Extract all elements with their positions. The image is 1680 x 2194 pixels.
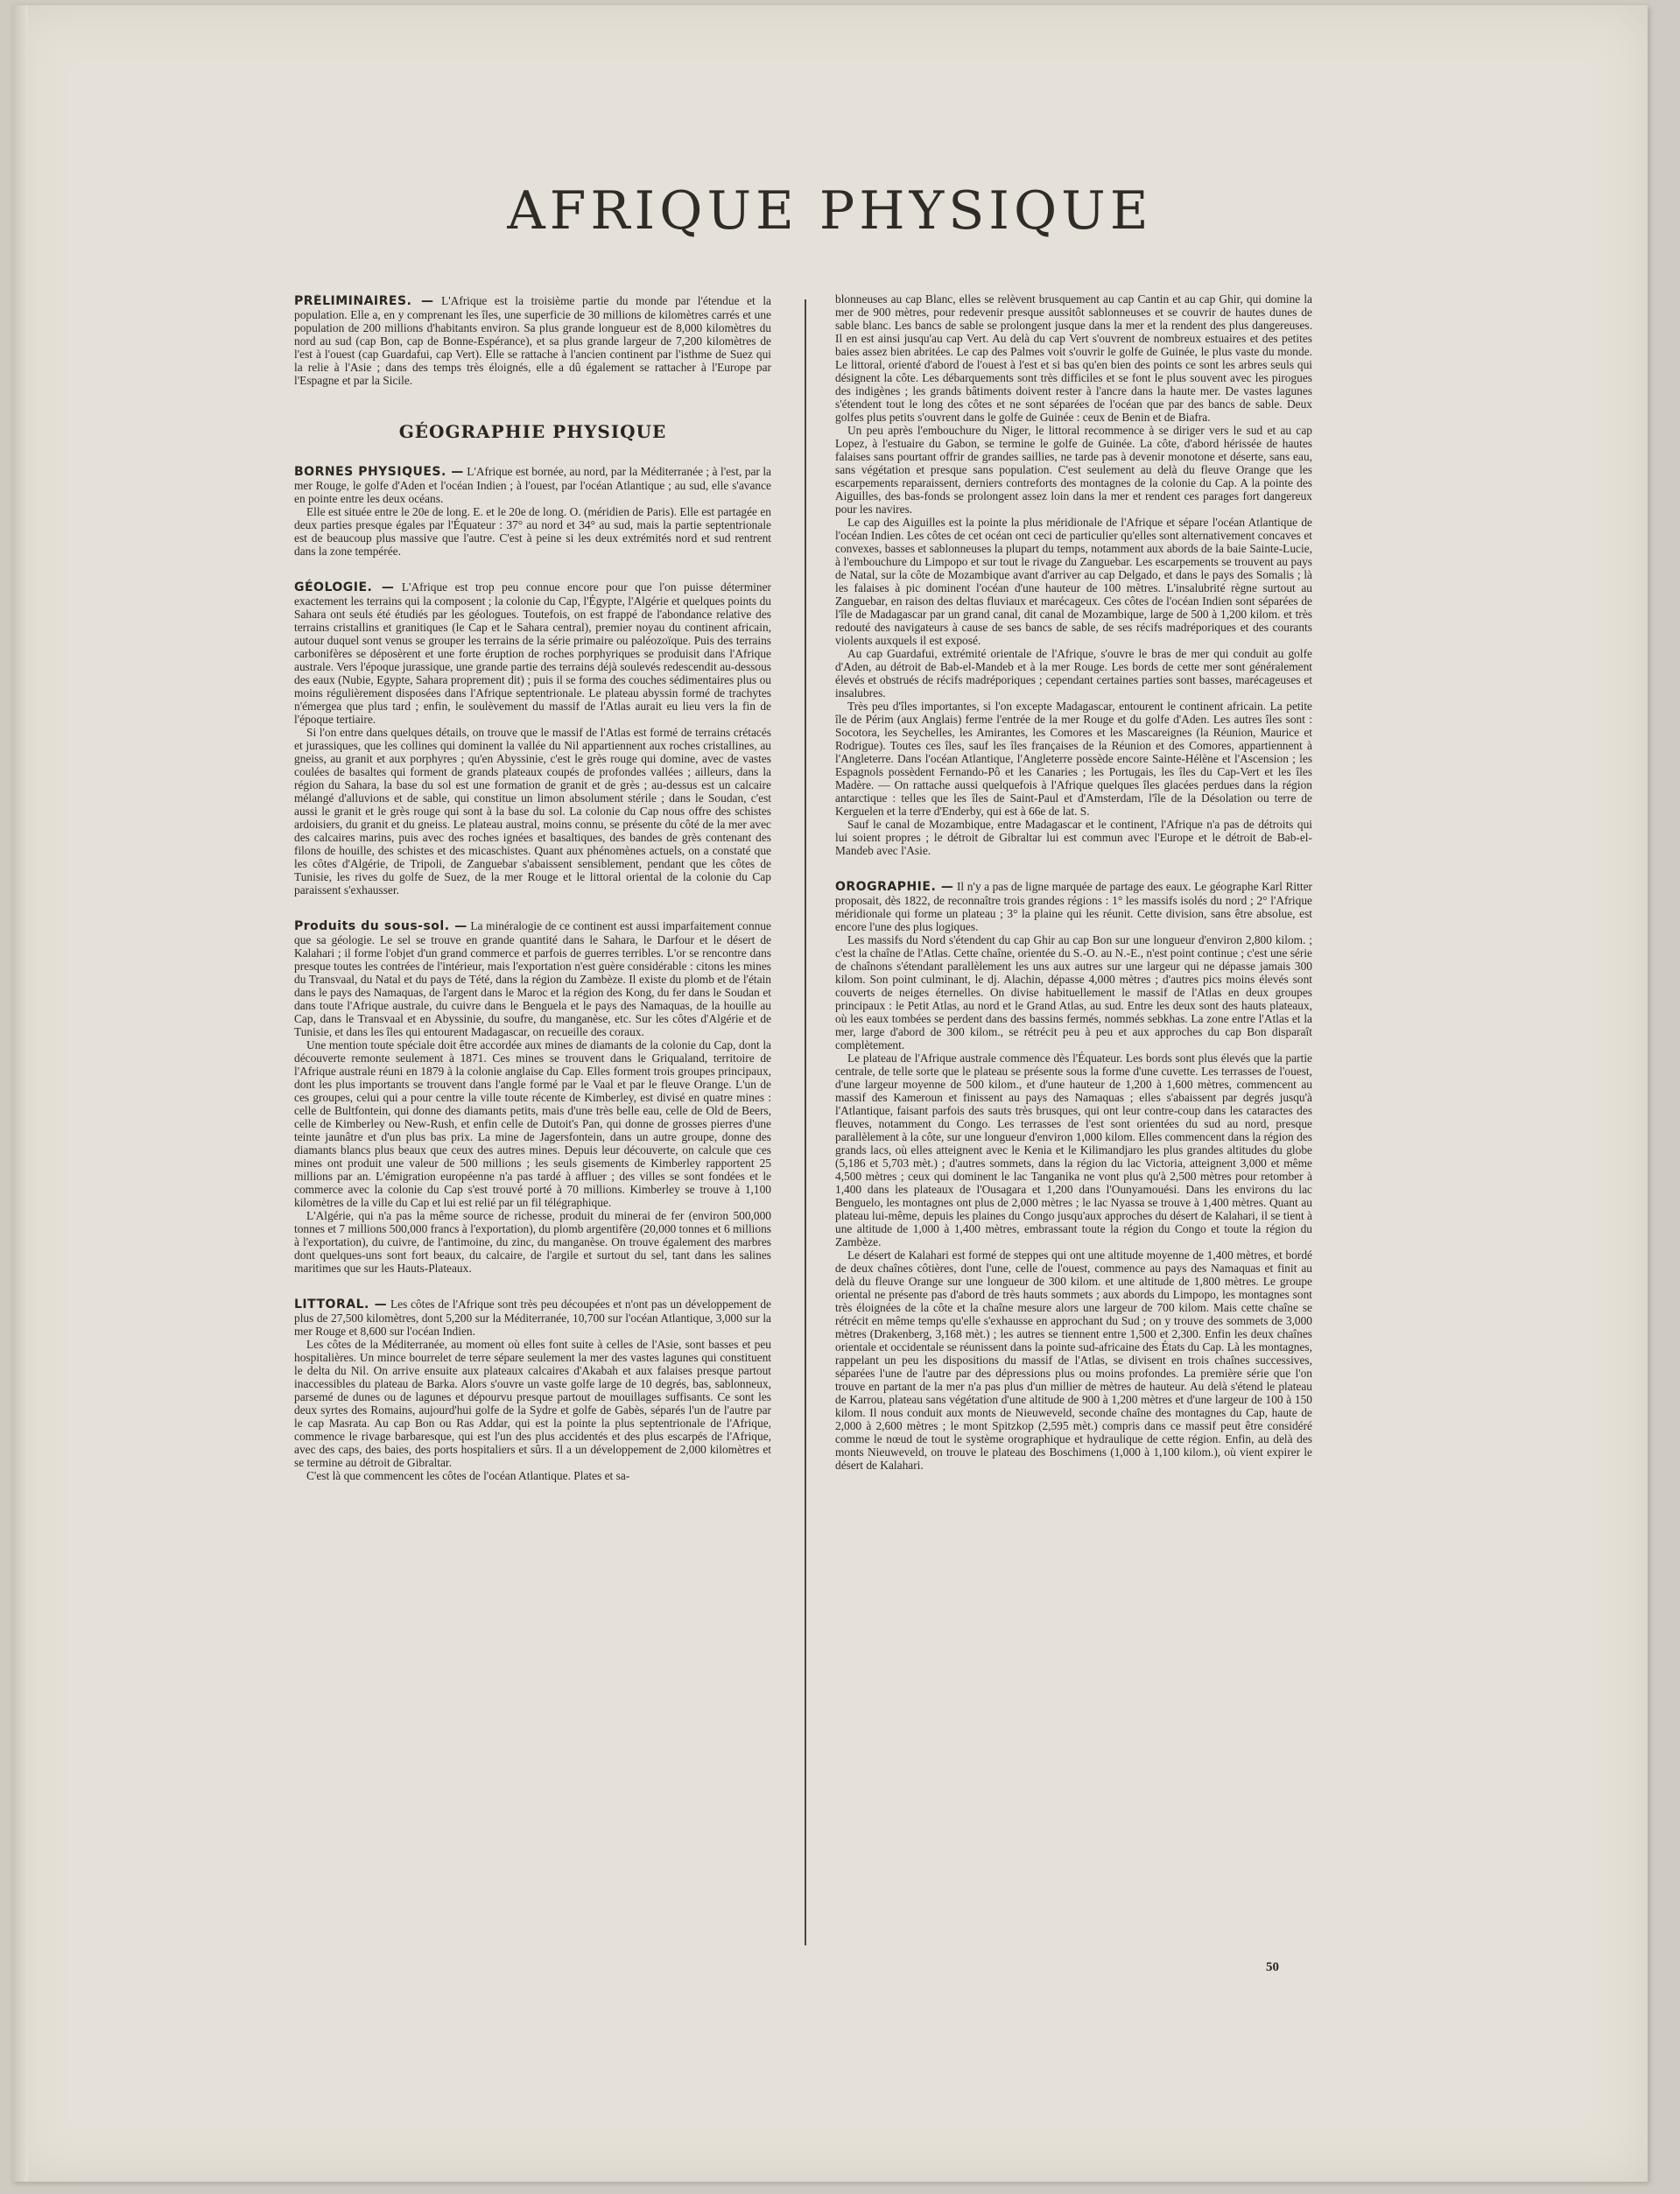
littoral-paragraph-2: Les côtes de la Méditerranée, au moment où elles font suite à celles de l'Asie, sont basses et peu hospitalières. Un mince bourrelet de terre sépare seulement la mer des vastes lagunes qui constituent le delta du Nil. On arrive ensuite aux plateaux calcaires d'Akabah et aux falaises presque partout inaccessibles du plateau de Barka. Alors s'ouvre un vaste golfe large de 10 degrés, bas, sablonneux, parsemé de dunes ou de lagunes et dépourvu presque partout de mouillages suffisants. Ce sont les deux syrtes des Romains, aujourd'hui golfe de la Sydre et golfe de Gabès, séparés l'un de l'autre par le cap Masrata. Au cap Bon ou Ras Addar, qui est la pointe la plus septentrionale de l'Afrique, commence le rivage barbaresque, qui est l'un des plus accidentés et des plus escarpés de l'Afrique, avec des caps, des baies, des ports hospitaliers et sûrs. Il a un développement de 2,000 kilomètres et se termine au détroit de Gibraltar. (294, 1338, 771, 1469)
bornes-heading: BORNES PHYSIQUES. — (294, 465, 464, 479)
produits-heading: Produits du sous-sol. — (294, 919, 467, 933)
orographie-paragraph-2: Les massifs du Nord s'étendent du cap Ghir au cap Bon sur une longueur d'environ 2,800 kilom. ; c'est la chaîne de l'Atlas. Cette chaîne, orientée du S.-O. au N.-E., n'est point continue ; c'est une série de chaînons s'étendant parallèlement les uns aux autres sur une largeur qui ne dépasse jamais 300 kilom. Son point culminant, le dj. Alachin, dépasse 4,000 mètres ; d'autres pics moins élevés sont couverts de neiges éternelles. On divise habituellement le massif de l'Atlas en deux groupes principaux : le Petit Atlas, au nord et le Grand Atlas, au sud. Entre les deux sont des hauts plateaux, où les eaux tombées se perdent dans des bassins fermés, nommés sebkhas. La zone entre l'Atlas et la mer, large d'abord de 300 kilom., se rétrécit peu à peu et aux approches du cap Bon disparaît complètement. (835, 933, 1312, 1051)
orographie-paragraph-4: Le désert de Kalahari est formé de steppes qui ont une altitude moyenne de 1,400 mètres, et bordé de deux chaînes côtières, dont l'une, celle de l'ouest, commence au pays des Namaquas et finit au delà du fleuve Orange sur une longueur de 300 kilom. et une altitude de 1,800 mètres. Le groupe oriental ne présente pas d'abord de très hauts sommets ; aux abords du Limpopo, les montagnes sont très éloignées de la côte et la chaîne mesure alors une largeur de 700 kilom. Mais cette chaîne se rétrécit en même temps qu'elle s'exhausse en approchant du Sud ; on y trouve des sommets de 3,000 mètres (Drakenberg, 3,168 mèt.) ; les autres se tiennent entre 1,500 et 2,300. Enfin les deux chaînes orientale et occidentale se réunissent dans la pointe sud-africaine des États du Cap. Là les montagnes, rappelant un peu les dispositions du massif de l'Atlas, se divisent en trois chaînes successives, séparées l'une de l'autre par des dépressions plus ou moins profondes. La première série que l'on trouve en partant de la mer n'a pas plus d'un millier de mètres de hauteur. Au delà s'étend le plateau de Karrou, plateau sans végétation d'une altitude de 900 à 1,200 mètres et d'une largeur de 100 à 150 kilom. Il nous conduit aux monts de Nieuweveld, seconde chaîne des montagnes du Cap, haute de 2,000 à 2,600 mètres ; le mont Spitzkop (2,595 mèt.) compris dans ce massif peut être considéré comme le nœud de tout le système orographique et hydraulique de cette région. Enfin, au delà des monts Nieuweveld, on trouve le plateau des Boschimens (1,000 à 1,100 kilom.), où vient expirer le désert de Kalahari. (835, 1248, 1312, 1472)
littoral-continued-1: blonneuses au cap Blanc, elles se relèvent brusquement au cap Cantin et au cap Ghir, qui domine la mer de 900 mètres, pour redevenir presque aussitôt sablonneuses et se couvrir de hautes dunes de sable blanc. Les bancs de sable se prolongent jusque dans la mer et la rendent des plus dangereuses. Il en est ainsi jusqu'au cap Vert. Au delà du cap Vert s'ouvrent de nombreux estuaires et des petites baies assez bien abritées. Le cap des Palmes voit s'ouvrir le golfe de Guinée, le plus vaste du monde. Le littoral, orienté d'abord de l'ouest à l'est et si bas qu'en bien des points ce sont les arbres seuls qui désignent la côte. Les débarquements sont très difficiles et se font le plus souvent avec les pirogues des indigènes ; les grands bâtiments doivent rester à l'ancre dans la haute mer. De vastes lagunes s'étendent tout le long des côtes et ne sont séparées de l'océan que par des bancs de sable. Deux golfes plus petits s'ouvrent dans le golfe de Guinée : ceux de Benin et de Biafra. (835, 292, 1312, 424)
left-column (294, 294, 771, 1949)
littoral-continued-5: Très peu d'îles importantes, si l'on excepte Madagascar, entourent le continent africain. La petite île de Périm (aux Anglais) ferme l'entrée de la mer Rouge et du golfe d'Aden. Les autres îles sont : Socotora, les Seychelles, les Amirantes, les Comores et les Mascareignes (la Réunion, Maurice et Rodrigue). Toutes ces îles, sauf les îles françaises de la Réunion et des Comores, appartiennent à l'Angleterre. Dans l'océan Atlantique, l'Angleterre possède encore Sainte-Hélène et l'Ascension ; les Espagnols possèdent Fernando-Pô et les Canaries ; les Portugais, les îles du Cap-Vert et les îles Madère. — On rattache aussi quelquefois à l'Afrique quelques îles glacées perdues dans la région antarctique : telles que les îles de Saint-Paul et d'Amsterdam, l'île de la Désolation ou terre de Kerguelen et la terre d'Enderby, qui est à 66e de lat. S. (835, 700, 1312, 818)
produits-paragraph: Produits du sous-sol. — La minéralogie de ce continent est aussi imparfaitement connue que sa géologie. Le sel se trouve en grande quantité dans le Sahara, le Darfour et le désert de Kalahari ; il forme l'objet d'un grand commerce et parfois de guerres terribles. L'or se rencontre dans presque toutes les contrées de l'intérieur, mais l'exportation n'est guère considérable : citons les mines du Transvaal, du Natal et du pays de Tété, dans la région du Zambèze. Il existe du plomb et de l'étain dans le pays des Namaquas, de l'argent dans le Maroc et la région des Kong, du fer dans le Soudan et dans toute l'Afrique australe, du cuivre dans le Benguela et le pays des Namaquas, de la houille au Cap, dans le Transvaal et en Abyssinie, du soufre, du manganèse, etc. Sur les côtes d'Algérie et de Tunisie, et dans les îles qui entourent Madagascar, on recueille des coraux. (294, 919, 771, 1038)
geologie-heading: GÉOLOGIE. — (294, 580, 395, 594)
right-column (835, 292, 1312, 1947)
column-divider (805, 299, 806, 1945)
preliminaires-paragraph: PRÉLIMINAIRES. — L'Afrique est la troisième partie du monde par l'étendue et la population. Elle a, en y comprenant les îles, une superficie de 30 millions de kilomètres carrés et une population de 200 millions d'habitants environ. Sa plus grande longueur est de 8,000 kilomètres du nord au sud (cap Bon, cap de Bonne-Espérance), et sa plus grande largeur de 7,200 kilomètres de l'est à l'ouest (cap Guardafui, cap Vert). Elle se rattache à l'ancien continent par l'isthme de Suez qui la relie à l'Asie ; dans des temps très éloignés, elle a dû également se rattacher à l'Europe par l'Espagne et par la Sicile. (294, 294, 771, 387)
produits-paragraph-3: L'Algérie, qui n'a pas la même source de richesse, produit du minerai de fer (environ 500,000 tonnes et 7 millions 500,000 francs à l'exportation), du plomb argentifère (20,000 tonnes et 6 millions à l'exportation), du cuivre, de l'antimoine, du zinc, du manganèse. On trouve également des marbres dont quelques-uns sont fort beaux, du calcaire, de l'argile et surtout du sel, tant dans les salines maritimes que sur les Hauts-Plateaux. (294, 1209, 771, 1275)
littoral-paragraph: LITTORAL. — Les côtes de l'Afrique sont très peu découpées et n'ont pas un développement de plus de 27,500 kilomètres, dont 5,200 sur la Méditerranée, 10,700 sur l'océan Atlantique, 3,000 sur la mer Rouge et 8,600 sur l'océan Indien. (294, 1297, 771, 1338)
page-number: 50 (1266, 1960, 1279, 1974)
littoral-heading: LITTORAL. — (294, 1297, 388, 1311)
littoral-continued-6: Sauf le canal de Mozambique, entre Madagascar et le continent, l'Afrique n'a pas de détroits qui lui soient propres ; le détroit de Gibraltar lui est commun avec l'Europe et le détroit de Bab-el-Mandeb avec l'Asie. (835, 818, 1312, 857)
geologie-paragraph: GÉOLOGIE. — L'Afrique est trop peu connue encore pour que l'on puisse déterminer exactement les terrains qui la composent ; la colonie du Cap, l'Égypte, l'Algérie et quelques points du Sahara ont seuls été étudiés par les géologues. Toutefois, on est frappé de l'abondance relative des terrains cristallins et granitiques (le Cap et le Sahara central), premier noyau du continent africain, autour duquel sont venus se grouper les terrains de la série primaire ou paléozoïque. Puis des terrains carbonifères se déposèrent et une forte éruption de roches porphyriques se produisit dans l'Afrique australe. Vers l'époque jurassique, une grande partie des terrains déjà soulevés redescendit au-dessous des eaux (Nubie, Egypte, Sahara proprement dit) ; puis il se forma des couches sédimentaires plus ou moins régulièrement disposées dans l'Afrique septentrionale. Le plateau abyssin formé de trachytes n'émergea que plus tard ; enfin, le soulèvement du massif de l'Atlas aurait eu lieu vers la fin de l'époque tertiaire. (294, 580, 771, 726)
orographie-paragraph: OROGRAPHIE. — Il n'y a pas de ligne marquée de partage des eaux. Le géographe Karl Ritter proposait, dès 1822, de reconnaître trois grandes régions : 1° les massifs isolés du nord ; 2° l'Afrique méridionale qui forme un plateau ; 3° la plaine qui les réunit. Cette division, sans être absolue, est encore l'une des plus logiques. (835, 880, 1312, 933)
produits-paragraph-2: Une mention toute spéciale doit être accordée aux mines de diamants de la colonie du Cap, dont la découverte remonte seulement à 1871. Ces mines se trouvent dans le Griqualand, territoire de l'Afrique australe réuni en 1879 à la colonie anglaise du Cap. Elles forment trois groupes principaux, dont les plus importants se trouvent dans l'angle formé par le Vaal et par le fleuve Orange. L'un de ces groupes, celui qui a pour centre la ville toute récente de Kimberley, est divisé en quatre mines : celle de Bultfontein, qui donne des diamants petits, mais d'une très belle eau, celle de Old de Beers, celle de Kimberley ou New-Rush, et enfin celle de Dutoit's Pan, qui donne de grosses pierres d'une teinte jaunâtre et d'un plus bas prix. La mine de Jagersfontein, dans un autre groupe, donne des diamants blancs plus beaux que ceux des autres mines. Depuis leur découverte, on calcule que ces mines ont produit une valeur de 500 millions ; les seuls gisements de Kimberley rapportent 25 millions par an. L'émigration européenne n'a pas tardé à affluer ; des villes se sont fondées et le commerce avec la colonie du Cap s'est trouvé porté à 70 millions. Kimberley se trouve à 1,100 kilomètres de la ville du Cap et lui est relié par un fil télégraphique. (294, 1038, 771, 1209)
section-heading-geographie: GÉOGRAPHIE PHYSIQUE (398, 421, 667, 442)
bornes-paragraph: BORNES PHYSIQUES. — L'Afrique est bornée, au nord, par la Méditerranée ; à l'est, par la mer Rouge, le golfe d'Aden et l'océan Indien ; à l'ouest, par l'océan Atlantique ; au sud, elle s'avance en pointe entre les deux océans. (294, 465, 771, 505)
orographie-heading: OROGRAPHIE. — (835, 880, 954, 894)
geologie-paragraph-2: Si l'on entre dans quelques détails, on trouve que le massif de l'Atlas est formé de terrains crétacés et jurassiques, que les collines qui dominent la vallée du Nil appartiennent aux roches cristallines, au gneiss, au granit et aux porphyres ; qu'en Abyssinie, c'est le grès rouge qui domine, avec de vastes coulées de basaltes qui forment de grands plateaux coupés de profondes vallées ; ailleurs, dans la région du Sahara, la base du sol est une formation de granit et de grès ; au-dessus est un calcaire mélangé d'alluvions et de sable, qui constitue un limon absolument stérile ; dans le Soudan, c'est aussi le granit et le grès rouge qui sont à la base du sol. La colonie du Cap nous offre des schistes ardoisiers, du granit et du gneiss. Le plateau austral, moins connu, se présente du côté de la mer avec des calcaires marins, puis avec des roches ignées et basaltiques, des bandes de grès contenant des filons de houille, des schistes et des micaschistes. Quant aux phénomènes actuels, on a constaté que les côtes d'Algérie, de Tripoli, de Zanguebar s'abaissent sensiblement, pendant que les côtes de Tunisie, les rives du golfe de Suez, de la mer Rouge et le littoral oriental de la colonie du Cap paraissent s'exhausser. (294, 726, 771, 897)
bornes-paragraph-2: Elle est située entre le 20e de long. E. et le 20e de long. O. (méridien de Paris). Elle est partagée en deux parties presque égales par l'Équateur : 37° au nord et 34° au sud, mais la partie septentrionale est de beaucoup plus massive que l'autre. C'est à peine si les deux extrémités nord et sud rentrent dans la zone tempérée. (294, 505, 771, 558)
littoral-continued-4: Au cap Guardafui, extrémité orientale de l'Afrique, s'ouvre le bras de mer qui conduit au golfe d'Aden, au détroit de Bab-el-Mandeb et à la mer Rouge. Les bords de cette mer sont généralement élevés et obstrués de récifs madréporiques ; cependant certaines parties sont basses, marécageuses et insalubres. (835, 647, 1312, 700)
preliminaires-heading: PRÉLIMINAIRES. — (294, 294, 434, 308)
littoral-continued-2: Un peu après l'embouchure du Niger, le littoral recommence à se diriger vers le sud et au cap Lopez, à l'estuaire du Gabon, se termine le golfe de Guinée. La côte, d'abord hérissée de hautes falaises sans pourtant offrir de grandes saillies, ne tarde pas à devenir monotone et déserte, sans eau, sans végétation et presque sans population. C'est seulement au delà du fleuve Orange que les escarpements reparaissent, derniers contreforts des montagnes de la colonie du Cap. A la pointe des Aiguilles, des bas-fonds se prolongent assez loin dans la mer et rendent ces parages fort dangereux pour les navires. (835, 424, 1312, 516)
orographie-paragraph-3: Le plateau de l'Afrique australe commence dès l'Équateur. Les bords sont plus élevés que la partie centrale, de telle sorte que le plateau se présente sous la forme d'une cuvette. Les terrasses de l'ouest, d'une largeur moyenne de 500 kilom., et d'une hauteur de 1,200 à 1,600 mètres, commencent au massif des Kameroun et finissent au pays des Namaquas ; elles s'abaissent par degrés jusqu'à l'Atlantique, faisant parfois des sauts très brusques, qui ont leur contre-coup dans les cataractes des fleuves, notamment du Congo. Les terrasses de l'est sont orientées du sud au nord, presque parallèlement à la côte, sur une longueur d'environ 1,000 kilom. Elles commencent dans la région des grands lacs, où elles atteignent avec le Kenia et le Kilimandjaro les plus grandes altitudes du globe (5,186 et 5,703 mèt.) ; d'autres sommets, dans la région du lac Victoria, atteignent 3,000 et même 4,500 mètres ; ceux qui dominent le lac Tanganika ne vont plus qu'à 2,500 mètres pour retomber à 1,400 dans les plateaux de l'Ousagara et 1,200 dans l'Ounyamouési. Dans les environs du lac Benguelo, les montagnes ont plus de 2,000 mètres ; le lac Nyassa se trouve à 1,400 mètres. Quant au plateau lui-même, depuis les plaines du Congo jusqu'aux approches du désert de Kalahari, il se tient à une altitude de 1,000 à 1,400 mètres, embrassant toute la région du Congo et toute la région du Zambèze. (835, 1051, 1312, 1248)
littoral-paragraph-3: C'est là que commencent les côtes de l'océan Atlantique. Plates et sa- (306, 1469, 630, 1482)
page-sheet (12, 5, 1648, 2182)
binding-fold (12, 5, 28, 2182)
littoral-continued-3: Le cap des Aiguilles est la pointe la plus méridionale de l'Afrique et sépare l'océan Atlantique de l'océan Indien. Les côtes de cet océan ont ceci de particulier qu'elles sont alternativement concaves et convexes, basses et sablonneuses la plupart du temps, notamment aux abords de la baie Sainte-Lucie, à l'embouchure du Limpopo et sur tout le rivage du Zanguebar. Les escarpements se trouvent au pays de Natal, sur la côte de Mozambique avant d'arriver au cap Delgado, et dans le pays des Somalis ; là les falaises à pic dominent l'océan d'une hauteur de 100 mètres. L'insalubrité règne surtout au Zanguebar, en raison des deltas fluviaux et marécageux. Ces côtes de l'océan Indien sont séparées de l'île de Madagascar par un grand canal, dit canal de Mozambique, large de 500 à 1,200 kilom. et très redouté des navigateurs à cause de ses bancs de sable, de ses récifs madréporiques et des courants violents auxquels il est exposé. (835, 516, 1312, 647)
page-title: AFRIQUE PHYSIQUE (507, 180, 1153, 242)
